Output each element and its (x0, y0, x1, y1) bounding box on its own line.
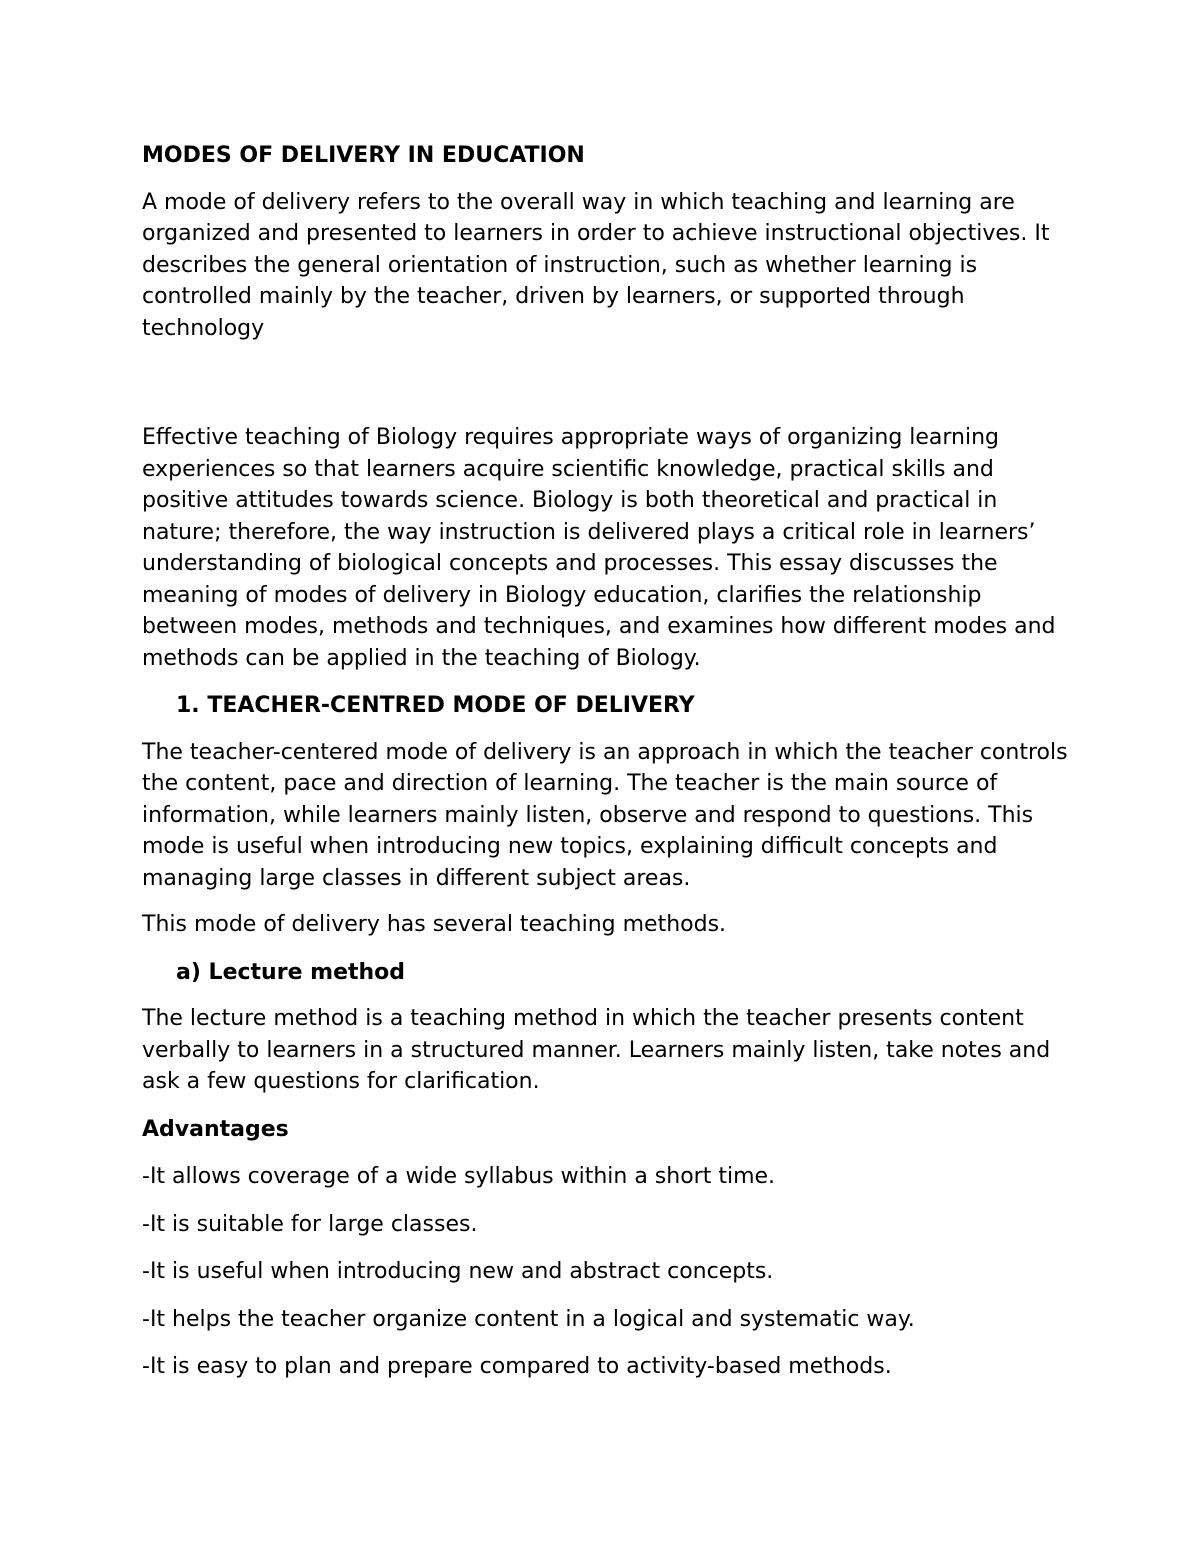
advantage-item: -It allows coverage of a wide syllabus within a short time. (142, 1164, 776, 1189)
lecture-method-paragraph: The lecture method is a teaching method in which the teacher presents content verbally to learners in a structured manner. Learners mainly listen, take notes and ask a few questions for clarification. (142, 1006, 1051, 1094)
advantage-item: -It is useful when introducing new and abstract concepts. (142, 1259, 774, 1284)
advantages-heading: Advantages (142, 1116, 289, 1142)
methods-intro: This mode of delivery has several teaching methods. (142, 912, 727, 937)
section-heading-teacher-centred: 1. TEACHER-CENTRED MODE OF DELIVERY (176, 693, 695, 718)
advantage-item: -It is easy to plan and prepare compared to activity-based methods. (142, 1354, 892, 1379)
advantage-item: -It helps the teacher organize content in a logical and systematic way. (142, 1306, 915, 1332)
document-page (142, 140, 1072, 1383)
teacher-centred-paragraph: The teacher-centered mode of delivery is an approach in which the teacher controls the content, pace and direction of learning. The teacher is the main source of information, while learners mainly listen, observe and respond to questions. This mode is useful when introducing new topics, explaining difficult concepts and managing large classes in different subject areas. (142, 739, 1068, 891)
biology-paragraph: Effective teaching of Biology requires appropriate ways of organizing learning experiences so that learners acquire scientific knowledge, practical skills and positive attitudes towards science. Biology is both theoretical and practical in nature; therefore, the way instruction is delivered plays a critical role in learners’ understanding of biological concepts and processes. This essay discusses the meaning of modes of delivery in Biology education, clarifies the relationship between modes, methods and techniques, and examines how different modes and methods can be applied in the teaching of Biology. (142, 425, 1056, 671)
lecture-method-heading: a) Lecture method (176, 959, 406, 985)
document-title: MODES OF DELIVERY IN EDUCATION (142, 143, 585, 168)
intro-paragraph: A mode of delivery refers to the overall way in which teaching and learning are organized and presented to learners in order to achieve instructional objectives. It describes the general orientation of instruction, such as whether learning is controlled mainly by the teacher, driven by learners, or supported through technology (142, 189, 1050, 341)
advantage-item: -It is suitable for large classes. (142, 1211, 478, 1237)
